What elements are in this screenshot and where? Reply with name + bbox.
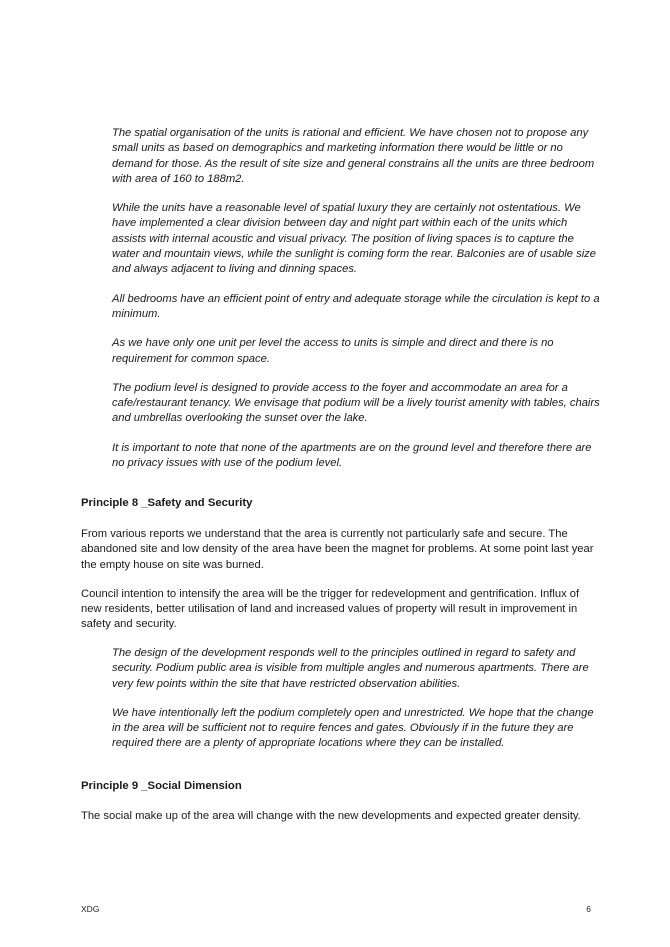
- paragraph: The design of the development responds well to the principles outlined in regard to safety and security. Podium public area is visible from multiple angles and numerous apartments. There are very few points within the site that have restricted observation abilities.: [112, 647, 589, 690]
- paragraph: While the units have a reasonable level of spatial luxury they are certainly not ostentatious. We have implemented a clear division between day and night part within each of the units which assists with internal acoustic and visual privacy. The position of living spaces is to capture the water and mountain views, while the sunlight is coming form the rear. Balconies are of usable size and always adjacent to living and dinning spaces.: [112, 202, 596, 276]
- paragraph: All bedrooms have an efficient point of entry and adequate storage while the circulation is kept to a minimum.: [112, 292, 600, 320]
- principle-8-heading: Principle 8 _Safety and Security: [81, 497, 253, 509]
- paragraph: As we have only one unit per level the access to units is simple and direct and there is no requirement for common space.: [112, 337, 554, 365]
- principle-8-indented-text: [112, 646, 600, 766]
- section-units-text: [112, 126, 600, 485]
- paragraph: From various reports we understand that the area is currently not particularly safe and secure. The abandoned site and low density of the area have been the magnet for problems. At some point last year the empty house on site was burned.: [81, 528, 594, 571]
- paragraph: The podium level is designed to provide access to the foyer and accommodate an area for a cafe/restaurant tenancy. We envisage that podium will be a lively tourist amenity with tables, chairs and umbrellas overlooking the sunset over the lake.: [112, 381, 600, 425]
- principle-9-heading: Principle 9 _Social Dimension: [81, 780, 242, 792]
- page-number: 6: [586, 904, 591, 914]
- paragraph: The social make up of the area will change with the new developments and expected greater density.: [81, 810, 581, 822]
- principle-8-text: [81, 527, 601, 647]
- paragraph: The spatial organisation of the units is rational and efficient. We have chosen not to propose any small units as based on demographics and marketing information there would be little or no demand for those. As the result of site size and general constrains all the units are three bedroom with area of 160 to 188m2.: [112, 127, 595, 185]
- paragraph: Council intention to intensify the area will be the trigger for redevelopment and gentrification. Influx of new residents, better utilisation of land and increased values of property will result in improvement in safety and security.: [81, 587, 580, 631]
- paragraph: We have intentionally left the podium completely open and unrestricted. We hope that the change in the area will be sufficient not to require fences and gates. Obviously if in the future they are required there are a plenty of appropriate locations where they can be installed.: [112, 706, 594, 750]
- principle-9-text: [81, 809, 601, 838]
- paragraph: It is important to note that none of the apartments are on the ground level and therefore there are no privacy issues with use of the podium level.: [112, 441, 592, 470]
- footer-company: XDG: [81, 904, 100, 914]
